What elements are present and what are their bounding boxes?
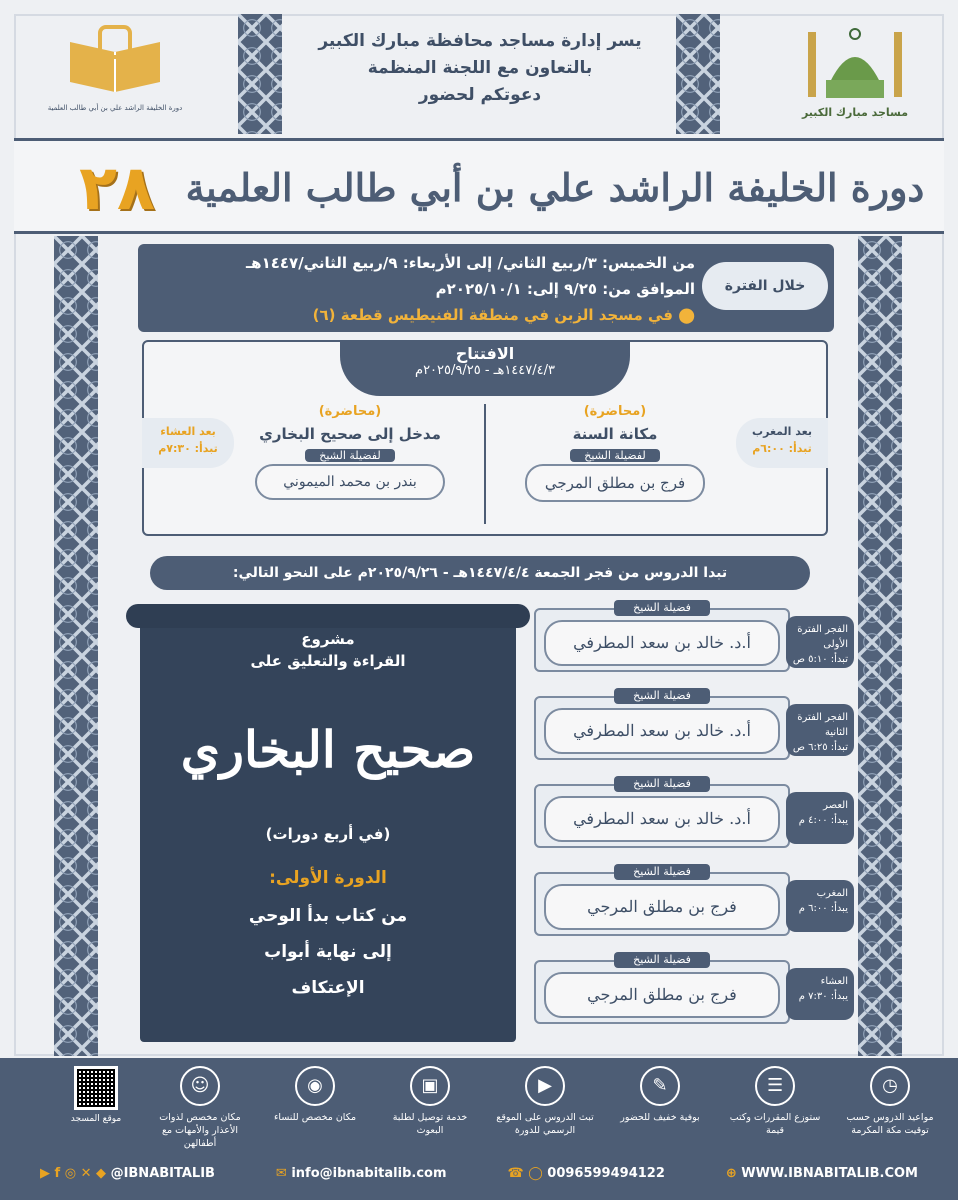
scroll-top-roll bbox=[126, 604, 530, 628]
footer-item-text: تبث الدروس على الموقع الرسمي للدورة bbox=[496, 1112, 594, 1136]
session-sheikh-label: فضيلة الشيخ bbox=[614, 688, 710, 704]
youtube-icon[interactable]: ▶ bbox=[40, 1165, 50, 1181]
project-subtitle: (في أربع دورات) bbox=[265, 825, 391, 843]
session-time-value: تبدأ: ٥:١٠ ص bbox=[792, 654, 848, 665]
footer-items bbox=[150, 1066, 940, 1149]
opening-right-lecture bbox=[500, 404, 730, 502]
facebook-icon[interactable]: f bbox=[54, 1165, 61, 1181]
session-row bbox=[534, 688, 854, 768]
footer-item-text: مكان مخصص لذوات الأعذار والأمهات مع أطفالهن bbox=[159, 1112, 241, 1149]
opening-divider bbox=[484, 404, 486, 524]
session-time bbox=[786, 792, 854, 844]
footer-item bbox=[610, 1066, 710, 1146]
project-desc-1: من كتاب بدأ الوحي bbox=[248, 906, 408, 926]
period-location: في مسجد الزبن في منطقة الفنيطيس قطعة (٦) bbox=[312, 306, 673, 324]
whatsapp-icon: ◯ bbox=[528, 1165, 543, 1181]
footer-item bbox=[495, 1066, 595, 1146]
session-time-title: العصر bbox=[823, 800, 848, 811]
opening-left-lecture bbox=[230, 404, 470, 500]
session-sheikh-label: فضيلة الشيخ bbox=[614, 776, 710, 792]
footer-item bbox=[150, 1066, 250, 1149]
opening-left-time bbox=[142, 418, 234, 468]
opening-date: ١٤٤٧/٤/٣هـ - ٢٠٢٥/٩/٢٥م bbox=[415, 363, 555, 378]
period-line-2: الموافق من: ٩/٢٥ إلى: ٢٠٢٥/١٠/١م bbox=[435, 280, 695, 298]
header bbox=[290, 28, 670, 110]
clock-icon: ◷ bbox=[870, 1066, 910, 1106]
session-time-value: يبدأ: ٤:٠٠ م bbox=[798, 815, 848, 826]
period-label: خلال الفترة bbox=[724, 278, 806, 294]
footer-item bbox=[840, 1066, 940, 1146]
globe-icon: ⊕ bbox=[725, 1165, 737, 1181]
project-desc-3: الإعتكاف bbox=[291, 978, 365, 998]
session-time-value: يبدأ: ٦:٠٠ م bbox=[798, 903, 848, 914]
website-block[interactable] bbox=[726, 1166, 918, 1181]
sheikh-label-left: لفضيلة الشيخ bbox=[305, 449, 395, 462]
period-line-1: من الخميس: ٣/ربيع الثاني/ إلى الأربعاء: ٩/ربيع الثاني/١٤٤٧هـ bbox=[246, 254, 695, 272]
opening-right-time bbox=[736, 418, 828, 468]
footer-item bbox=[265, 1066, 365, 1146]
right-time-label: بعد المغرب bbox=[752, 425, 812, 438]
phone-text[interactable]: 0096599494122 bbox=[547, 1165, 665, 1181]
session-row bbox=[534, 952, 854, 1032]
footer-item-text: ستوزع المقررات وكتب قيمة bbox=[729, 1112, 821, 1136]
woman-icon: ◉ bbox=[295, 1066, 335, 1106]
project-line-2: القراءة والتعليق على bbox=[250, 652, 406, 670]
pen-icon: ✎ bbox=[640, 1066, 680, 1106]
session-sheikh-label: فضيلة الشيخ bbox=[614, 952, 710, 968]
video-icon: ▶ bbox=[525, 1066, 565, 1106]
session-sheikh-name: أ.د. خالد بن سعد المطرفي bbox=[544, 620, 780, 666]
course-number: ٢٨ bbox=[79, 151, 155, 224]
session-sheikh-label: فضيلة الشيخ bbox=[614, 864, 710, 880]
course-logo-text: دورة الخليفة الراشد علي بن أبي طالب العلمية bbox=[47, 104, 183, 112]
email-block[interactable] bbox=[276, 1166, 447, 1181]
footer-item bbox=[725, 1066, 825, 1146]
session-sheikh-name: فرج بن مطلق المرجي bbox=[544, 972, 780, 1018]
email-text[interactable]: info@ibnabitalib.com bbox=[291, 1165, 447, 1181]
project-round: الدورة الأولى: bbox=[269, 868, 387, 888]
course-logo bbox=[40, 22, 190, 130]
header-line-3: دعوتكم لحضور bbox=[418, 85, 542, 106]
session-time-value: تبدأ: ٦:٢٥ ص bbox=[792, 742, 848, 753]
session-time bbox=[786, 880, 854, 932]
mosque-icon bbox=[800, 22, 910, 102]
session-sheikh-label: فضيلة الشيخ bbox=[614, 600, 710, 616]
bus-icon: ▣ bbox=[410, 1066, 450, 1106]
books-icon: ☰ bbox=[755, 1066, 795, 1106]
sheikh-name-left: بندر بن محمد الميموني bbox=[255, 464, 445, 500]
session-time bbox=[786, 704, 854, 756]
phone-icon: ☎ bbox=[507, 1165, 524, 1181]
footer-item-text: مواعيد الدروس حسب توقيت مكة المكرمة bbox=[846, 1112, 934, 1136]
session-time bbox=[786, 968, 854, 1020]
session-time-title: العشاء bbox=[820, 976, 848, 987]
social-handle[interactable]: @IBNABITALIB bbox=[110, 1165, 215, 1181]
lecture-topic-left: مدخل إلى صحيح البخاري bbox=[259, 425, 441, 443]
mail-icon: ✉ bbox=[275, 1165, 287, 1181]
location-pin-icon: ⬤ bbox=[678, 306, 695, 324]
footer-item-text: خدمة توصيل لطلبة البعوث bbox=[392, 1112, 468, 1136]
instagram-icon[interactable]: ◎ bbox=[64, 1165, 77, 1181]
session-time-value: يبدأ: ٧:٣٠ م bbox=[798, 991, 848, 1002]
website-text[interactable]: WWW.IBNABITALIB.COM bbox=[741, 1165, 918, 1181]
contact-bar bbox=[0, 1156, 958, 1190]
lecture-tag-left: (محاضرة) bbox=[318, 404, 382, 419]
left-time-label: بعد العشاء bbox=[160, 425, 216, 438]
sessions-list bbox=[534, 600, 854, 1040]
session-time-title: المغرب bbox=[816, 888, 848, 899]
qr-code-icon bbox=[74, 1066, 118, 1110]
session-sheikh-name: أ.د. خالد بن سعد المطرفي bbox=[544, 708, 780, 754]
footer-item-text: بوفية خفيف للحضور bbox=[620, 1112, 700, 1123]
project-text bbox=[150, 628, 506, 1006]
period-label-box bbox=[702, 262, 828, 310]
opening-header bbox=[340, 340, 630, 396]
session-time-title: الفجر الفترة الأولى bbox=[797, 624, 848, 650]
family-icon: ☺ bbox=[180, 1066, 220, 1106]
sheikh-name-right: فرج بن مطلق المرجي bbox=[525, 464, 705, 502]
session-row bbox=[534, 864, 854, 944]
phone-block[interactable] bbox=[507, 1166, 664, 1181]
header-line-1: يسر إدارة مساجد محافظة مبارك الكبير bbox=[318, 31, 642, 51]
pattern-column-left bbox=[54, 236, 98, 1056]
pattern-header-left bbox=[238, 14, 282, 134]
session-row bbox=[534, 776, 854, 856]
project-desc-2: إلى نهاية أبواب bbox=[264, 942, 392, 962]
header-line-2: بالتعاون مع اللجنة المنظمة bbox=[367, 58, 593, 79]
left-time: تبدأ: ٧:٣٠م bbox=[158, 441, 218, 455]
qr-label: موقع المسجد bbox=[70, 1114, 122, 1124]
right-time: تبدأ: ٦:٠٠م bbox=[752, 441, 812, 455]
pattern-header-right bbox=[676, 14, 720, 134]
period-text bbox=[150, 250, 695, 328]
opening-title: الافتتاح bbox=[455, 344, 515, 363]
pattern-column-right bbox=[858, 236, 902, 1056]
qr-block bbox=[56, 1066, 136, 1124]
mosques-logo bbox=[780, 22, 930, 130]
x-icon[interactable]: ✕ bbox=[80, 1165, 92, 1181]
session-row bbox=[534, 600, 854, 680]
social-block[interactable] bbox=[40, 1166, 215, 1181]
book-logo-icon bbox=[60, 22, 170, 100]
session-time-title: الفجر الفترة الثانية bbox=[797, 712, 848, 738]
session-time bbox=[786, 616, 854, 668]
lessons-banner bbox=[150, 556, 810, 590]
footer-item-text: مكان مخصص للنساء bbox=[273, 1112, 357, 1123]
mosques-logo-text: مساجد مبارك الكبير bbox=[801, 106, 909, 119]
lecture-topic-right: مكانة السنة bbox=[572, 425, 658, 443]
footer-item bbox=[380, 1066, 480, 1146]
lecture-tag-right: (محاضرة) bbox=[583, 404, 647, 419]
snapchat-icon[interactable]: ◆ bbox=[96, 1165, 107, 1181]
course-title: دورة الخليفة الراشد علي بن أبي طالب العلمية bbox=[185, 165, 925, 210]
lessons-banner-text: تبدا الدروس من فجر الجمعة ١٤٤٧/٤/٤هـ - ٢٠٢٥/٩/٢٦م على النحو التالي: bbox=[232, 565, 728, 581]
period-location-row bbox=[150, 302, 695, 328]
sheikh-label-right: لفضيلة الشيخ bbox=[570, 449, 660, 462]
project-book-title: صحيح البخاري bbox=[180, 720, 476, 779]
session-sheikh-name: فرج بن مطلق المرجي bbox=[544, 884, 780, 930]
project-line-1: مشروع bbox=[301, 630, 355, 648]
session-sheikh-name: أ.د. خالد بن سعد المطرفي bbox=[544, 796, 780, 842]
